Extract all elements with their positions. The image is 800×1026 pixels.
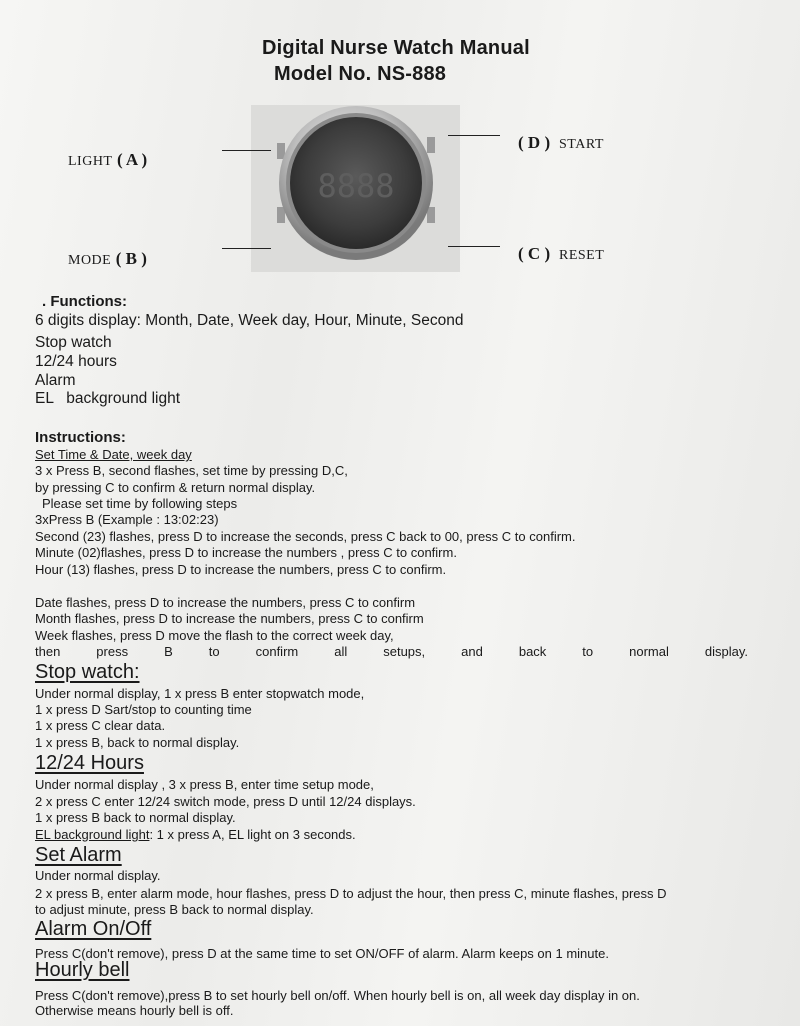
mode-button-label: MODE ( B ) [68,249,147,268]
instruction-line: Second (23) flashes, press D to increase the seconds, press C back to 00, press C to confirm. [35,529,576,544]
stopwatch-line: Under normal display, 1 x press B enter stopwatch mode, [35,686,365,701]
hours-line: 1 x press B back to normal display. [35,810,236,825]
function-item: EL background light [35,390,181,407]
instruction-line: Minute (02)flashes, press D to increase the numbers , press C to confirm. [35,545,457,560]
alarm-line: Under normal display. [35,868,161,883]
light-button-label: LIGHT ( A ) [68,150,148,169]
watch-icon [251,105,460,272]
stopwatch-line: 1 x press C clear data. [35,718,166,733]
alarm-onoff-heading: Alarm On/Off [35,918,152,940]
set-time-heading: Set Time & Date, week day [35,447,192,462]
function-item: 6 digits display: Month, Date, Week day, Hour, Minute, Second [35,312,464,329]
start-button-label: ( D ) START [518,133,604,152]
stopwatch-line: 1 x press B, back to normal display. [35,735,240,750]
hours-heading: 12/24 Hours [35,752,144,774]
alarm-line: 2 x press B, enter alarm mode, hour flashes, press D to adjust the hour, then press C, minute flashes, press D [35,886,667,901]
el-light-line: EL background light: 1 x press A, EL light on 3 seconds. [35,827,356,842]
watch-photo [251,105,460,272]
hourly-line: Press C(don't remove),press B to set hourly bell on/off. When hourly bell is on, all week day display in on. [35,988,640,1003]
hourly-heading: Hourly bell [35,959,130,981]
alarm-line: to adjust minute, press B back to normal display. [35,902,314,917]
instruction-line: Please set time by following steps [42,496,238,511]
instructions-heading: Instructions: [35,429,126,446]
alarm-onoff-line: Press C(don't remove), press D at the same time to set ON/OFF of alarm. Alarm keeps on 1 minute. [35,946,609,961]
hours-line: 2 x press C enter 12/24 switch mode, press D until 12/24 displays. [35,794,416,809]
date-line: Date flashes, press D to increase the numbers, press C to confirm [35,595,416,610]
instruction-line: Hour (13) flashes, press D to increase the numbers, press C to confirm. [35,562,447,577]
instruction-line: by pressing C to confirm & return normal display. [35,480,316,495]
functions-heading: . Functions: [42,293,127,310]
function-item: 12/24 hours [35,353,117,370]
instruction-line: 3xPress B (Example : 13:02:23) [35,512,219,527]
reset-button-label: ( C ) RESET [518,244,605,263]
model-number: Model No. NS-888 [274,63,447,85]
function-item: Alarm [35,372,76,389]
alarm-heading: Set Alarm [35,844,122,866]
date-line: Month flashes, press D to increase the numbers, press C to confirm [35,611,424,626]
date-line: Week flashes, press D move the flash to the correct week day, [35,628,394,643]
svg-text:8888: 8888 [317,167,395,205]
stopwatch-line: 1 x press D Sart/stop to counting time [35,702,252,717]
function-item: Stop watch [35,334,112,351]
hourly-line: Otherwise means hourly bell is off. [35,1003,234,1018]
date-line: then press B to confirm all setups, and back to normal display. [35,644,748,659]
hours-line: Under normal display , 3 x press B, enter time setup mode, [35,777,374,792]
manual-title: Digital Nurse Watch Manual [262,37,530,59]
instruction-line: 3 x Press B, second flashes, set time by pressing D,C, [35,463,348,478]
stopwatch-heading: Stop watch: [35,661,140,683]
